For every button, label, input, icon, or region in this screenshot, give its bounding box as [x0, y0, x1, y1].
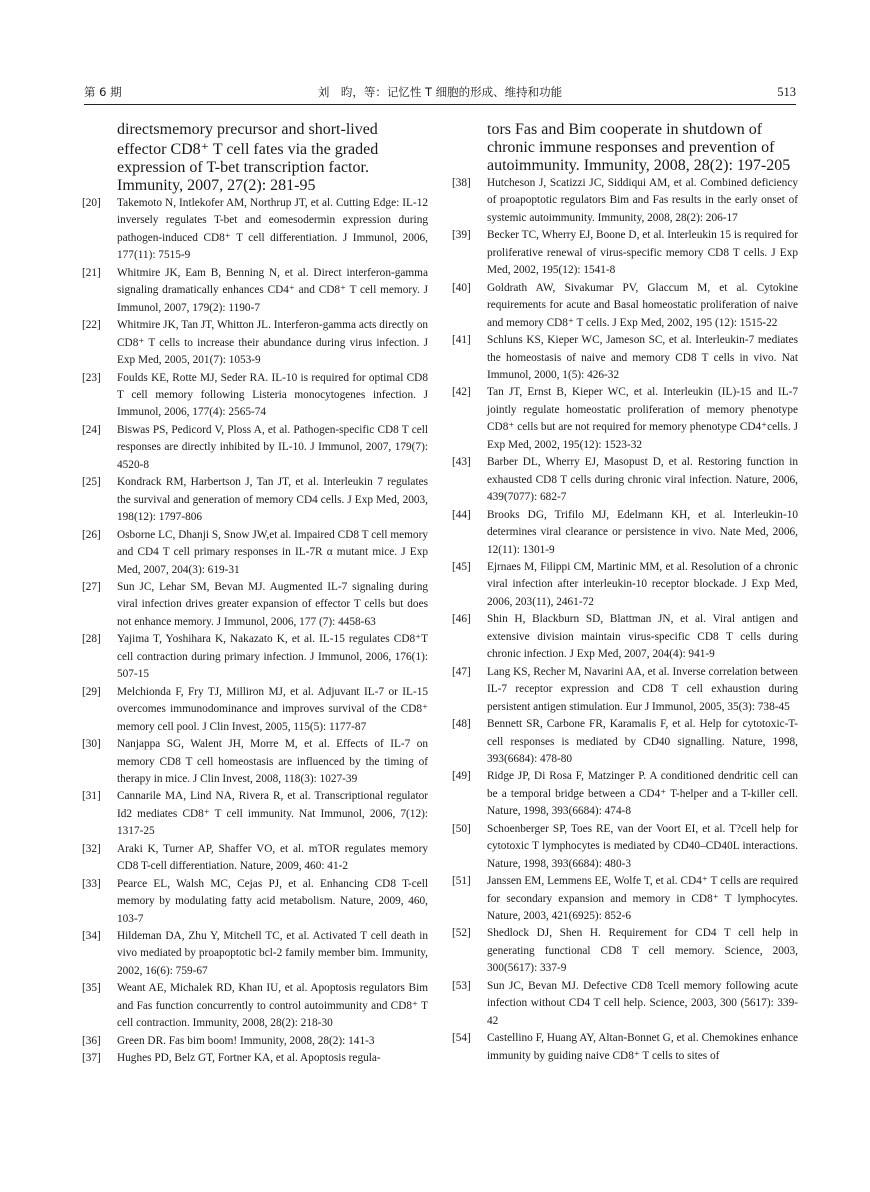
reference-text: Schoenberger SP, Toes RE, van der Voort EI, et al. T?cell help for cytotoxic T lymphocytes is mediated by CD40–CD40L interactions. Nature, 1998, 393(6684): 480-3	[487, 822, 798, 870]
reference-number: [49]	[452, 770, 471, 783]
reference-item	[452, 664, 798, 716]
reference-item	[82, 1033, 428, 1050]
reference-text: Brooks DG, Trifilo MJ, Edelmann KH, et al. Interleukin-10 determines viral clearance or persistence in vivo. Nate Med, 2006, 12(11): 1301-9	[487, 508, 798, 556]
reference-item	[82, 265, 428, 317]
reference-text: Ridge JP, Di Rosa F, Matzinger P. A conditioned dendritic cell can be a temporal bridge between a CD4⁺ T-helper and a T-killer cell. Nature, 1998, 393(6684): 474-8	[487, 770, 798, 818]
reference-item	[82, 788, 428, 840]
reference-number: [42]	[452, 386, 471, 399]
reference-text: Foulds KE, Rotte MJ, Seder RA. IL-10 is required for optimal CD8 T cell memory following Listeria monocytogenes infection. J Immunol, 2006, 177(4): 2565-74	[117, 371, 428, 419]
reference-text: Osborne LC, Dhanji S, Snow JW,et al. Impaired CD8 T cell memory and CD4 T cell primary responses in IL-7R α mutant mice. J Exp Med, 2007, 204(3): 619-31	[117, 528, 428, 576]
reference-text: Goldrath AW, Sivakumar PV, Glaccum M, et al. Cytokine requirements for acute and Basal homeostatic proliferation of naive and memory CD8⁺ T cells. J Exp Med, 2002, 195 (12): 1515-22	[487, 281, 798, 329]
reference-number: [54]	[452, 1032, 471, 1045]
running-title: 刘 昀，等：记忆性 T 细胞的形成、维持和功能	[317, 85, 563, 99]
reference-item	[82, 422, 428, 474]
reference-number: [43]	[452, 456, 471, 469]
reference-continuation: directsmemory precursor and short-lived effector CD8⁺ T cell fates via the graded expression of T-bet transcription factor. Immunity, 2007, 27(2): 281-95	[117, 121, 379, 194]
reference-text: Becker TC, Wherry EJ, Boone D, et al. Interleukin 15 is required for proliferative renewal of virus-specific memory CD8 T cells. J Exp Med, 2002, 195(12): 1541-8	[487, 229, 798, 277]
reference-number: [36]	[82, 1034, 101, 1047]
reference-item	[82, 841, 428, 876]
reference-item	[452, 384, 798, 454]
reference-text: Sun JC, Lehar SM, Bevan MJ. Augmented IL-7 signaling during viral infection drives greater expansion of effector T cells but does not enhance memory. J Immunol, 2006, 177 (7): 4458-63	[117, 580, 428, 628]
right-column	[452, 121, 798, 1065]
reference-text: Pearce EL, Walsh MC, Cejas PJ, et al. Enhancing CD8 T-cell memory by modulating fatty acid metabolism. Nature, 2009, 460, 103-7	[117, 877, 428, 925]
reference-item	[82, 317, 428, 369]
reference-item	[82, 736, 428, 788]
reference-number: [30]	[82, 738, 101, 751]
reference-item	[82, 1050, 428, 1067]
reference-number: [28]	[82, 633, 101, 646]
reference-number: [21]	[82, 266, 101, 279]
page-number: 513	[777, 85, 796, 99]
reference-text: Yajima T, Yoshihara K, Nakazato K, et al. IL-15 regulates CD8⁺T cell contraction during primary infection. J Immunol, 2006, 176(1): 507-15	[117, 633, 428, 681]
reference-number: [29]	[82, 685, 101, 698]
reference-number: [22]	[82, 319, 101, 332]
reference-text: Hildeman DA, Zhu Y, Mitchell TC, et al. Activated T cell death in vivo mediated by proapoptotic bcl-2 family member bim. Immunity, 2002, 16(6): 759-67	[117, 930, 428, 977]
reference-text: Shedlock DJ, Shen H. Requirement for CD4 T cell help in generating functional CD8 T cell memory. Science, 2003, 300(5617): 337-9	[487, 927, 798, 975]
reference-number: [48]	[452, 718, 471, 731]
reference-item	[452, 559, 798, 611]
reference-item	[452, 821, 798, 873]
reference-text: Tan JT, Ernst B, Kieper WC, et al. Interleukin (IL)-15 and IL-7 jointly regulate homeostatic proliferation of memory phenotype CD8⁺ cells but are not required for memory phenotype CD4⁺cells. J Exp Med, 2002, 195(12): 1523-32	[487, 386, 798, 451]
reference-number: [34]	[82, 930, 101, 943]
reference-list	[452, 175, 798, 1065]
reference-item	[452, 227, 798, 279]
reference-number: [37]	[82, 1052, 101, 1065]
reference-item	[82, 684, 428, 736]
reference-item	[82, 370, 428, 422]
reference-continuation: tors Fas and Bim cooperate in shutdown of chronic immune responses and prevention of autoimmunity. Immunity, 2008, 28(2): 197-205	[487, 121, 791, 174]
reference-item	[452, 1030, 798, 1065]
reference-item	[452, 175, 798, 227]
reference-item	[452, 925, 798, 977]
reference-text: Weant AE, Michalek RD, Khan IU, et al. Apoptosis regulators Bim and Fas function concurrently to control autoimmunity and CD8⁺ T cell contraction. Immunity, 2008, 28(2): 218-30	[117, 982, 428, 1030]
reference-text: Schluns KS, Kieper WC, Jameson SC, et al. Interleukin-7 mediates the homeostasis of naive and memory CD8 T cells in vivo. Nat Immunol, 2000, 1(5): 426-32	[487, 334, 798, 381]
reference-text: Barber DL, Wherry EJ, Masopust D, et al. Restoring function in exhausted CD8 T cells during chronic viral infection. Nature, 2006, 439(7077): 682-7	[487, 456, 798, 504]
reference-item	[82, 195, 428, 265]
reference-item	[452, 873, 798, 925]
reference-text: Hughes PD, Belz GT, Fortner KA, et al. Apoptosis regula-	[117, 1052, 381, 1065]
reference-text: Melchionda F, Fry TJ, Milliron MJ, et al. Adjuvant IL-7 or IL-15 overcomes immunodominance and improves survival of the CD8⁺ memory cell pool. J Clin Invest, 2005, 115(5): 1177-87	[117, 685, 428, 733]
reference-text: Whitmire JK, Eam B, Benning N, et al. Direct interferon-gamma signaling dramatically enhances CD4⁺ and CD8⁺ T cell memory. J Immunol, 2007, 179(2): 1190-7	[117, 266, 428, 314]
reference-number: [39]	[452, 229, 471, 242]
reference-text: Castellino F, Huang AY, Altan-Bonnet G, et al. Chemokines enhance immunity by guiding naive CD8⁺ T cells to sites of	[487, 1032, 798, 1062]
reference-item	[452, 454, 798, 506]
reference-item	[452, 507, 798, 559]
reference-text: Sun JC, Bevan MJ. Defective CD8 Tcell memory following acute infection without CD4 T cell help. Science, 2003, 300 (5617): 339-42	[487, 979, 798, 1027]
reference-number: [35]	[82, 982, 101, 995]
reference-text: Cannarile MA, Lind NA, Rivera R, et al. Transcriptional regulator Id2 mediates CD8⁺ T cell immunity. Nat Immunol, 2006, 7(12): 1317-25	[117, 790, 428, 838]
reference-number: [32]	[82, 842, 101, 855]
reference-number: [27]	[82, 580, 101, 593]
reference-number: [20]	[82, 197, 101, 209]
reference-text: Hutcheson J, Scatizzi JC, Siddiqui AM, et al. Combined deficiency of proapoptotic regulators Bim and Fas results in the early onset of systemic autoimmunity. Immunity, 2008, 28(2): 206-17	[487, 177, 798, 224]
reference-number: [47]	[452, 665, 471, 678]
reference-text: Janssen EM, Lemmens EE, Wolfe T, et al. CD4⁺ T cells are required for secondary expansion and memory in CD8⁺ T lymphocytes. Nature, 2003, 421(6925): 852-6	[487, 875, 798, 923]
reference-text: Kondrack RM, Harbertson J, Tan JT, et al. Interleukin 7 regulates the survival and generation of memory CD4 cells. J Exp Med, 2003, 198(12): 1797-806	[117, 476, 428, 524]
reference-item	[452, 978, 798, 1030]
header-divider	[84, 104, 796, 105]
reference-item	[452, 332, 798, 384]
reference-number: [40]	[452, 281, 471, 294]
reference-number: [26]	[82, 528, 101, 541]
reference-number: [23]	[82, 371, 101, 384]
reference-item	[452, 768, 798, 820]
reference-item	[452, 280, 798, 332]
left-column	[82, 121, 428, 1068]
reference-number: [45]	[452, 560, 471, 573]
reference-item	[82, 527, 428, 579]
reference-number: [46]	[452, 613, 471, 626]
reference-text: Bennett SR, Carbone FR, Karamalis F, et al. Help for cytotoxic-T-cell responses is mediated by CD40 signalling. Nature, 1998, 393(6684): 478-80	[487, 718, 798, 765]
reference-number: [53]	[452, 979, 471, 992]
reference-text: Shin H, Blackburn SD, Blattman JN, et al. Viral antigen and extensive division maintain virus-specific CD8 T cells during chronic infection. J Exp Med, 2007, 204(4): 941-9	[487, 613, 798, 661]
reference-text: Green DR. Fas bim boom! Immunity, 2008, 28(2): 141-3	[117, 1034, 375, 1047]
reference-text: Araki K, Turner AP, Shaffer VO, et al. mTOR regulates memory CD8 T-cell differentiation. Nature, 2009, 460: 41-2	[117, 842, 428, 873]
reference-number: [50]	[452, 822, 471, 835]
reference-number: [25]	[82, 476, 101, 489]
issue-label: 第 6 期	[84, 85, 122, 99]
reference-text: Lang KS, Recher M, Navarini AA, et al. Inverse correlation between IL-7 receptor expression and CD8 T cell exhaustion during persistent antigen stimulation. Eur J Immunol, 2005, 35(3): 738-45	[487, 665, 798, 713]
reference-item	[452, 611, 798, 663]
reference-text: Biswas PS, Pedicord V, Ploss A, et al. Pathogen-specific CD8 T cell responses are directly inhibited by IL-10. J Immunol, 2007, 179(7): 4520-8	[117, 423, 428, 471]
reference-text: Ejrnaes M, Filippi CM, Martinic MM, et al. Resolution of a chronic viral infection after interleukin-10 receptor blockade. J Exp Med, 2006, 203(11), 2461-72	[487, 560, 798, 608]
reference-item	[82, 579, 428, 631]
reference-number: [31]	[82, 790, 101, 803]
reference-item	[82, 474, 428, 526]
reference-text: Whitmire JK, Tan JT, Whitton JL. Interferon-gamma acts directly on CD8⁺ T cells to increase their abundance during virus infection. J Exp Med, 2005, 201(7): 1053-9	[117, 319, 428, 367]
reference-item	[82, 876, 428, 928]
reference-number: [24]	[82, 423, 101, 436]
reference-list	[82, 195, 428, 1068]
running-header	[84, 83, 796, 101]
reference-number: [33]	[82, 877, 101, 890]
reference-item	[82, 631, 428, 683]
reference-number: [38]	[452, 177, 471, 189]
reference-number: [51]	[452, 875, 471, 888]
reference-number: [41]	[452, 334, 471, 347]
reference-text: Takemoto N, Intlekofer AM, Northrup JT, et al. Cutting Edge: IL-12 inversely regulates T-bet and eomesodermin expression during pathogen-induced CD8⁺ T cell differentiation. J Immunol, 2006, 177(11): 7515-9	[117, 197, 428, 262]
reference-item	[82, 928, 428, 980]
reference-text: Nanjappa SG, Walent JH, Morre M, et al. Effects of IL-7 on memory CD8 T cell homeostasis are influenced by the timing of therapy in mice. J Clin Invest, 2008, 118(3): 1027-39	[117, 738, 428, 785]
reference-number: [52]	[452, 927, 471, 940]
reference-number: [44]	[452, 508, 471, 521]
reference-item	[452, 716, 798, 768]
reference-item	[82, 980, 428, 1032]
